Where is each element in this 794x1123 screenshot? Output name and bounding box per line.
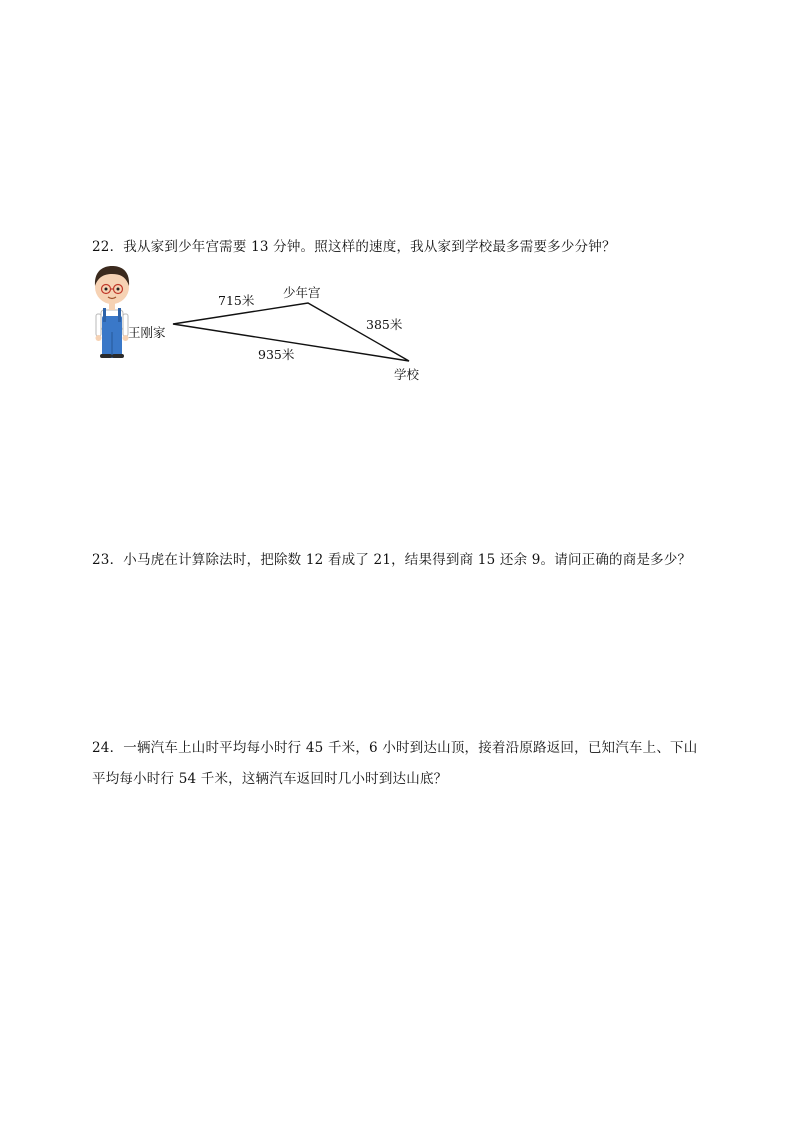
palace-school-distance: 385米 [366,317,403,332]
question-22 [92,232,616,263]
question-22-text: 我从家到少年宫需要 13 分钟。照这样的速度，我从家到学校最多需要多少分钟？ [123,239,616,255]
question-24-text-1: 一辆汽车上山时平均每小时行 45 千米，6 小时到达山顶，接着沿原路返回，已知汽车上、下山 [123,740,698,756]
question-23-text: 小马虎在计算除法时，把除数 12 看成了 21，结果得到商 15 还余 9。请问正确的商是多少？ [123,552,692,568]
route-diagram [88,262,448,392]
home-label: 王刚家 [128,325,166,340]
question-24-line-2: 平均每小时行 54 千米，这辆汽车返回时几小时到达山底？ [92,771,448,787]
home-palace-distance: 715米 [218,293,255,308]
palace-label: 少年宫 [283,285,321,300]
question-24 [92,733,697,795]
question-24-number: 24． [92,740,124,756]
boy-icon [95,266,129,358]
question-22-number: 22． [92,239,124,255]
question-23 [92,545,691,576]
route-triangle-figure [88,262,448,392]
question-23-number: 23． [92,552,124,568]
home-school-distance: 935米 [258,347,295,362]
question-24-line-1 [92,733,697,764]
school-label: 学校 [394,367,420,382]
